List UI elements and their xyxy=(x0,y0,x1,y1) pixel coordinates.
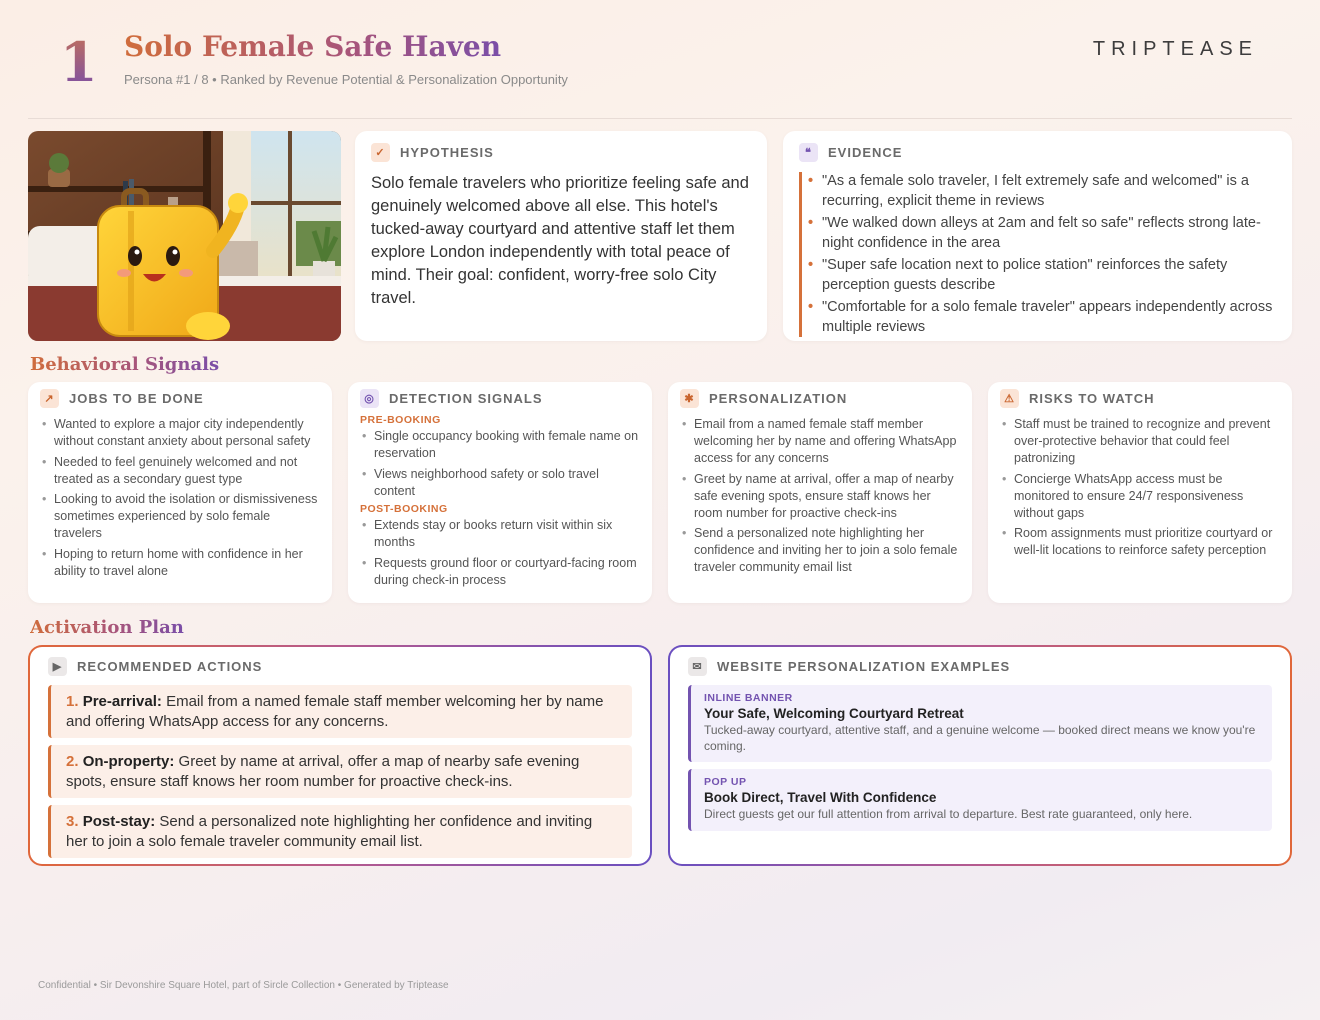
hypothesis-label: HYPOTHESIS xyxy=(400,145,494,160)
quote-icon: ❝ xyxy=(799,143,818,162)
action-item: 3. Post-stay: Send a personalized note highlighting her confidence and inviting her to join a solo female traveler community email list. xyxy=(48,805,632,858)
behavioral-signals-title: Behavioral Signals xyxy=(30,354,220,375)
pre-booking-label: PRE-BOOKING xyxy=(360,414,441,426)
envelope-icon: ✉ xyxy=(688,657,707,676)
action-item: 2. On-property: Greet by name at arrival, offer a map of nearby safe evening spots, ensure staff knows her room number for proactive check-ins. xyxy=(48,745,632,798)
action-item: 1. Pre-arrival: Email from a named female staff member welcoming her by name and offering WhatsApp access for any concerns. xyxy=(48,685,632,738)
persona-illustration xyxy=(28,131,341,341)
check-icon: ✓ xyxy=(371,143,390,162)
evidence-item: • "Comfortable for a solo female traveler" appears independently across multiple reviews xyxy=(822,298,1276,337)
play-icon: ▶ xyxy=(48,657,67,676)
footer-text: Confidential • Sir Devonshire Square Hotel, part of Sircle Collection • Generated by Triptease xyxy=(38,980,449,991)
inline-banner-example: INLINE BANNER Your Safe, Welcoming Courtyard Retreat Tucked-away courtyard, attentive staff, and a genuine welcome — booked direct means we know you're coming. xyxy=(688,685,1272,762)
list-item: • Staff must be trained to recognize and prevent over-protective behavior that could feel patronizing xyxy=(1000,416,1280,467)
detection-label: DETECTION SIGNALS xyxy=(389,391,543,406)
list-item: • Greet by name at arrival, offer a map of nearby safe evening spots, ensure staff knows her room number for proactive check-ins xyxy=(680,471,960,522)
evidence-card xyxy=(783,131,1292,341)
personalization-label: PERSONALIZATION xyxy=(709,391,848,406)
personalization-card xyxy=(668,382,972,603)
page-subtitle: Persona #1 / 8 • Ranked by Revenue Potential & Personalization Opportunity xyxy=(124,72,568,87)
recommended-actions-label: RECOMMENDED ACTIONS xyxy=(77,659,263,674)
list-item: • Needed to feel genuinely welcomed and not treated as a secondary guest type xyxy=(40,454,320,488)
list-item: • Email from a named female staff member welcoming her by name and offering WhatsApp access for any concerns xyxy=(680,416,960,467)
evidence-item: • "Super safe location next to police station" reinforces the safety perception guests describe xyxy=(822,256,1276,295)
risks-label: RISKS TO WATCH xyxy=(1029,391,1155,406)
sparkle-icon: ✱ xyxy=(680,389,699,408)
popup-example: POP UP Book Direct, Travel With Confidence Direct guests get our full attention from arrival to departure. Best rate guaranteed, only here. xyxy=(688,769,1272,831)
header-divider xyxy=(28,118,1292,119)
jobs-to-be-done-card xyxy=(28,382,332,603)
hypothesis-card xyxy=(355,131,767,341)
persona-rank: 1 xyxy=(60,30,98,94)
list-item: • Requests ground floor or courtyard-facing room during check-in process xyxy=(360,555,640,589)
jobs-label: JOBS TO BE DONE xyxy=(69,391,204,406)
website-personalization-label: WEBSITE PERSONALIZATION EXAMPLES xyxy=(717,659,1011,674)
warning-icon: ⚠ xyxy=(1000,389,1019,408)
list-item: • Hoping to return home with confidence in her ability to travel alone xyxy=(40,546,320,580)
brand-logo: TRIPTEASE xyxy=(1092,38,1258,60)
evidence-label: EVIDENCE xyxy=(828,145,903,160)
list-item: • Extends stay or books return visit within six months xyxy=(360,517,640,551)
detection-signals-card xyxy=(348,382,652,603)
target-icon: ◎ xyxy=(360,389,379,408)
post-booking-label: POST-BOOKING xyxy=(360,503,448,515)
list-item: • Wanted to explore a major city independently without constant anxiety about personal safety xyxy=(40,416,320,450)
list-item: • Room assignments must prioritize courtyard or well-lit locations to reinforce safety perception xyxy=(1000,525,1280,559)
list-item: • Single occupancy booking with female name on reservation xyxy=(360,428,640,462)
recommended-actions-panel xyxy=(28,645,652,866)
hypothesis-text: Solo female travelers who prioritize feeling safe and genuinely welcomed above all else. This hotel's tucked-away courtyard and attentive staff let them explore London independently with total peace of mind. Their goal: confident, worry-free solo City travel. xyxy=(371,174,749,307)
risks-to-watch-card xyxy=(988,382,1292,603)
list-item: • Send a personalized note highlighting her confidence and inviting her to join a solo female traveler community email list xyxy=(680,525,960,576)
activation-plan-title: Activation Plan xyxy=(30,617,184,638)
list-item: • Looking to avoid the isolation or dismissiveness sometimes experienced by solo female travelers xyxy=(40,491,320,542)
page-title: Solo Female Safe Haven xyxy=(124,30,502,63)
list-item: • Views neighborhood safety or solo travel content xyxy=(360,466,640,500)
arrow-up-right-icon: ↗ xyxy=(40,389,59,408)
evidence-item: • "We walked down alleys at 2am and felt so safe" reflects strong late-night confidence in the area xyxy=(822,214,1276,253)
website-personalization-panel xyxy=(668,645,1292,866)
evidence-item: • "As a female solo traveler, I felt extremely safe and welcomed" is a recurring, explicit theme in reviews xyxy=(822,172,1276,211)
evidence-list xyxy=(799,172,1276,337)
list-item: • Concierge WhatsApp access must be monitored to ensure 24/7 responsiveness without gaps xyxy=(1000,471,1280,522)
